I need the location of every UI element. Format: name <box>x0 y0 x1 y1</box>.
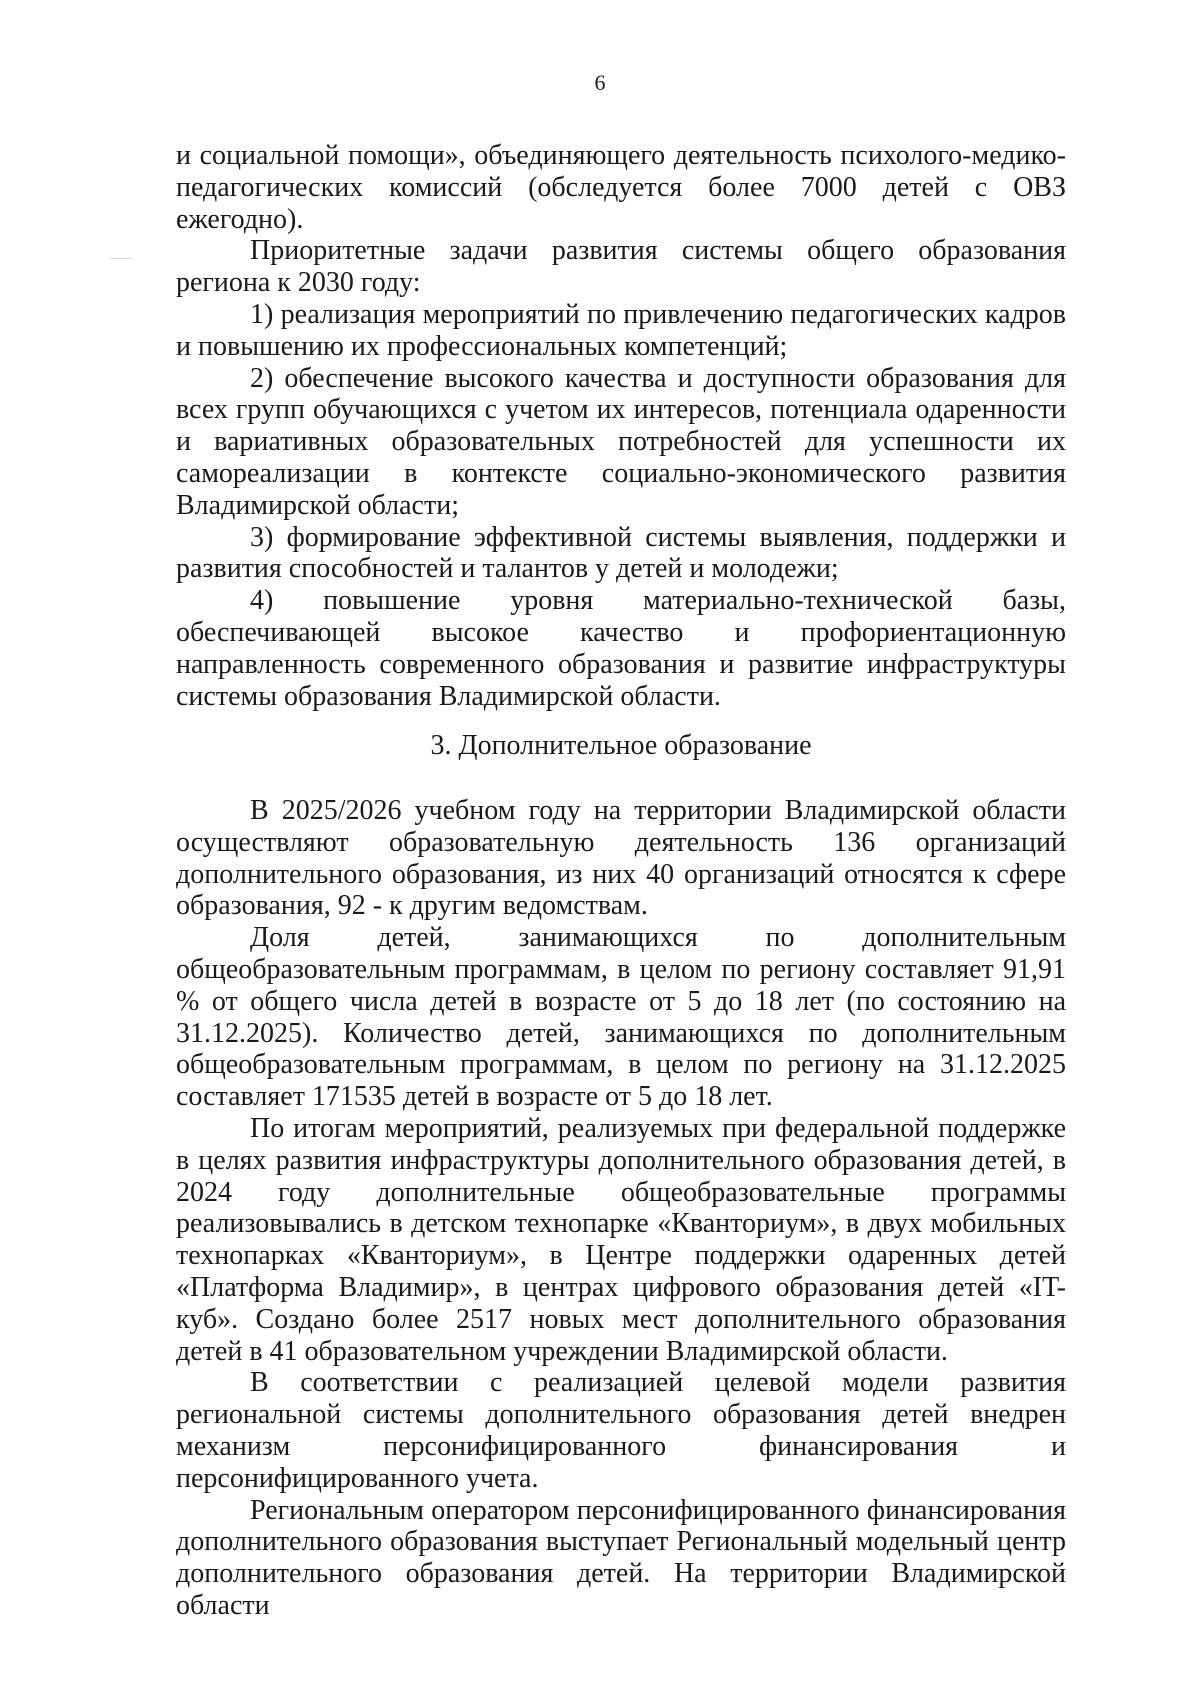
scan-artifact <box>110 258 132 259</box>
list-item: 2) обеспечение высокого качества и доступности образования для всех групп обучающихся с учетом их интересов, потенциала одаренности и вариативных образовательных потребностей для успешности их самореализации в контексте социально-экономического развития Владимирской области; <box>176 362 1066 521</box>
paragraph: и социальной помощи», объединяющего деятельность психолого-медико-педагогических комиссий (обследуется более 7000 детей с ОВЗ ежегодно). <box>176 140 1066 235</box>
paragraph: Приоритетные задачи развития системы общего образования региона к 2030 году: <box>176 235 1066 299</box>
paragraph: В соответствии с реализацией целевой модели развития региональной системы дополнительного образования детей внедрен механизм персонифицированного финансирования и персонифицированного учета. <box>176 1367 1066 1494</box>
paragraph: Доля детей, занимающихся по дополнительным общеобразовательным программам, в целом по региону составляет 91,91 % от общего числа детей в возрасте от 5 до 18 лет (по состоянию на 31.12.2025). Количество детей, занимающихся по дополнительным общеобразовательным программам, в целом по региону на 31.12.2025 составляет 171535 детей в возрасте от 5 до 18 лет. <box>176 922 1066 1113</box>
intro-text-block <box>176 140 1066 712</box>
section-text-block <box>176 795 1066 1622</box>
list-item: 1) реализация мероприятий по привлечению педагогических кадров и повышению их профессиональных компетенций; <box>176 298 1066 362</box>
list-item: 3) формирование эффективной системы выявления, поддержки и развития способностей и талантов у детей и молодежи; <box>176 521 1066 585</box>
list-item: 4) повышение уровня материально-технической базы, обеспечивающей высокое качество и профориентационную направленность современного образования и развитие инфраструктуры системы образования Владимирской области. <box>176 585 1066 712</box>
paragraph: В 2025/2026 учебном году на территории Владимирской области осуществляют образовательную деятельность 136 организаций дополнительного образования, из них 40 организаций относятся к сфере образования, 92 - к другим ведомствам. <box>176 795 1066 922</box>
paragraph: Региональным оператором персонифицированного финансирования дополнительного образования выступает Региональный модельный центр дополнительного образования детей. На территории Владимирской области <box>176 1494 1066 1621</box>
section-heading: 3. Дополнительное образование <box>430 730 812 761</box>
paragraph: По итогам мероприятий, реализуемых при федеральной поддержке в целях развития инфраструктуры дополнительного образования детей, в 2024 году дополнительные общеобразовательные программы реализовывались в детском технопарке «Кванториум», в двух мобильных технопарках «Кванториум», в Центре поддержки одаренных детей «Платформа Владимир», в центрах цифрового образования детей «IT-куб». Создано более 2517 новых мест дополнительного образования детей в 41 образовательном учреждении Владимирской области. <box>176 1112 1066 1367</box>
page-number: 6 <box>594 70 606 95</box>
